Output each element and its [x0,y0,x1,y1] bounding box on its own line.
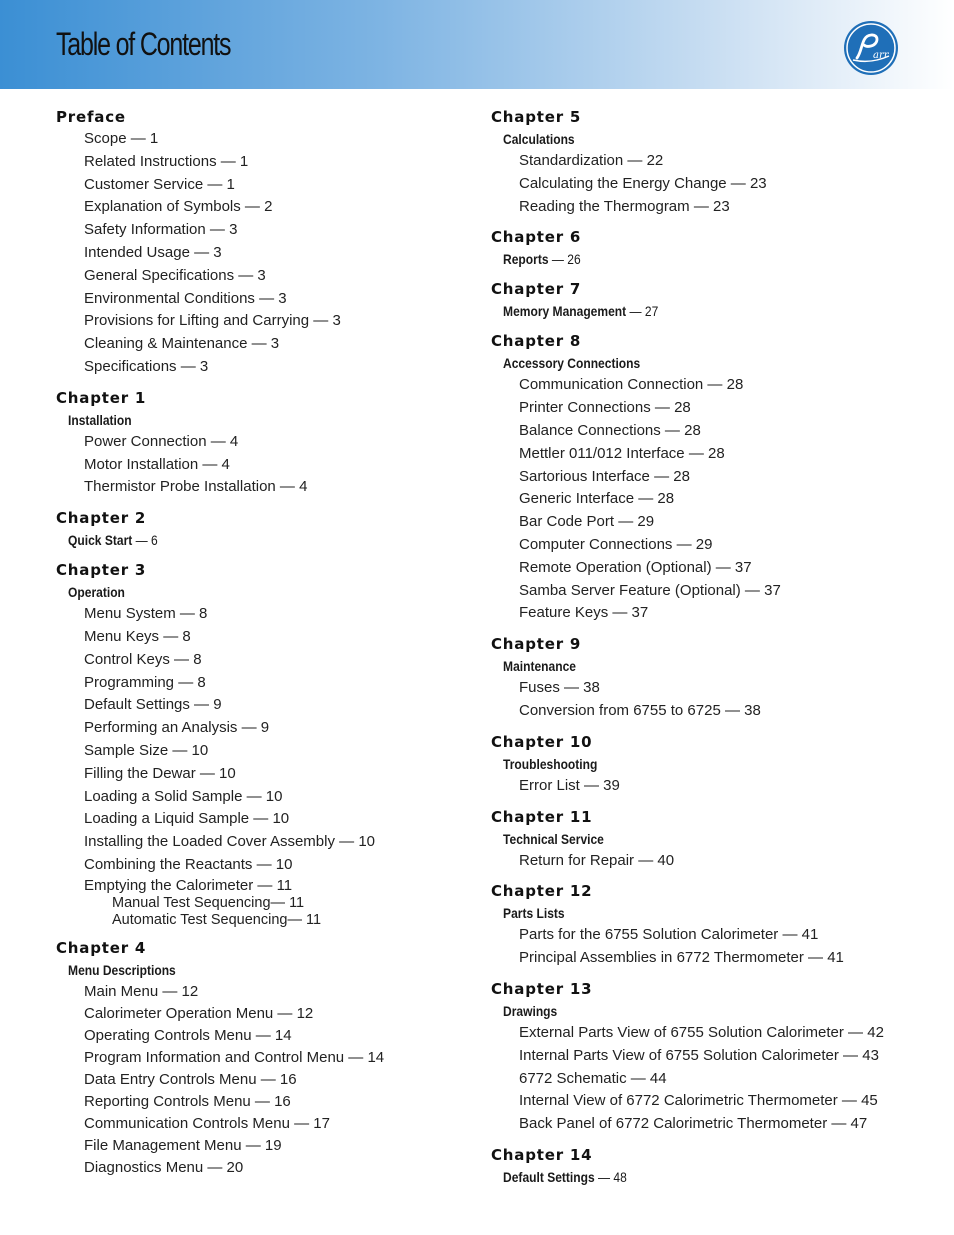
chapter-10 [491,731,931,798]
left-column [56,106,466,1179]
toc-entry[interactable]: Specifications — 3 [84,357,209,375]
chapter-title: Chapter 7 [491,280,582,299]
toc-entry[interactable]: Thermistor Probe Installation — 4 [84,478,308,496]
preface-entries [56,128,466,379]
toc-entry[interactable]: Generic Interface — 28 [519,490,675,508]
chapter-title: Chapter 5 [491,108,582,126]
chapter-12 [491,880,931,970]
chapter-9 [491,633,931,723]
toc-entry[interactable]: Diagnostics Menu — 20 [84,1158,244,1176]
toc-entry[interactable]: Internal Parts View of 6755 Solution Calorimeter — 43 [519,1046,879,1064]
toc-entry[interactable]: Related Instructions — 1 [84,152,249,170]
page-title: Table of Contents [56,26,231,62]
toc-entry[interactable]: Communication Connection — 28 [519,376,744,394]
right-column [491,106,931,1188]
chapter-title: Chapter 9 [491,635,582,654]
section-heading[interactable]: Technical Service [503,830,604,847]
toc-entry[interactable]: Sartorious Interface — 28 [519,467,690,485]
toc-entry[interactable]: Filling the Dewar — 10 [84,764,236,782]
section-page: — 48 [594,1168,627,1185]
toc-entry[interactable]: Printer Connections — 28 [519,399,691,417]
chapter-title: Chapter 6 [491,228,582,247]
toc-entry[interactable]: Environmental Conditions — 3 [84,289,287,307]
chapter-title: Chapter 13 [491,979,593,998]
toc-entry[interactable]: Standardization — 22 [519,152,664,169]
section-heading[interactable]: Accessory Connections [503,355,641,372]
chapter-6 [491,226,931,270]
chapter-title: Chapter 3 [56,561,147,580]
toc-entry[interactable]: Programming — 8 [84,673,206,691]
section-heading[interactable]: Menu Descriptions [68,961,176,978]
toc-subentry[interactable]: Manual Test Sequencing— 11 [112,894,305,911]
toc-entry[interactable]: Program Information and Control Menu — 14 [84,1048,385,1066]
toc-entry[interactable]: Reporting Controls Menu — 16 [84,1092,291,1110]
section-heading[interactable] [491,1166,869,1188]
toc-entry[interactable]: Remote Operation (Optional) — 37 [519,558,752,576]
toc-entry[interactable]: Back Panel of 6772 Calorimetric Thermometer — 47 [519,1115,868,1133]
section-heading[interactable]: Troubleshooting [503,755,598,772]
chapter-14 [491,1144,931,1188]
section-heading[interactable] [56,529,409,551]
chapter-4 [56,937,466,1179]
toc-entry[interactable]: Sample Size — 10 [84,741,209,759]
toc-entry[interactable]: Fuses — 38 [519,679,600,697]
chapter-title: Chapter 14 [491,1145,593,1164]
toc-entry[interactable]: Power Connection — 4 [84,432,239,450]
chapter-title: Chapter 12 [491,882,593,901]
section-heading[interactable]: Calculations [503,131,575,147]
section-heading[interactable]: Drawings [503,1002,558,1019]
toc-entry[interactable]: Menu Keys — 8 [84,627,191,645]
chapter-title: Chapter 2 [56,509,147,528]
section-heading[interactable]: Maintenance [503,658,576,675]
toc-entry[interactable]: Customer Service — 1 [84,175,235,193]
toc-entry[interactable]: Reading the Thermogram — 23 [519,197,730,215]
preface-section [56,106,466,379]
toc-entry[interactable]: Control Keys — 8 [84,650,202,668]
chapter-5 [491,106,931,218]
toc-entry[interactable]: Conversion from 6755 to 6725 — 38 [519,701,761,719]
chapter-title: Chapter 10 [491,732,593,751]
toc-entry[interactable]: Internal View of 6772 Calorimetric Thermometer — 45 [519,1092,878,1110]
parr-logo-icon [843,20,899,76]
toc-entry[interactable]: Main Menu — 12 [84,982,199,1000]
toc-entry[interactable]: Provisions for Lifting and Carrying — 3 [84,312,341,330]
header-banner [0,0,954,89]
chapter-7 [491,278,931,322]
toc-entry[interactable]: Installing the Loaded Cover Assembly — 10 [84,833,375,851]
toc-entry[interactable]: Emptying the Calorimeter — 11 [84,876,293,894]
chapter-title: Chapter 11 [491,807,593,826]
toc-entry[interactable]: External Parts View of 6755 Solution Calorimeter — 42 [519,1023,884,1041]
toc-entry[interactable]: Loading a Liquid Sample — 10 [84,810,290,828]
toc-entry[interactable]: Data Entry Controls Menu — 16 [84,1070,297,1088]
toc-entry[interactable]: Cleaning & Maintenance — 3 [84,335,280,353]
toc-entry[interactable]: General Specifications — 3 [84,266,266,284]
toc-entry[interactable]: Explanation of Symbols — 2 [84,198,273,216]
section-label: Default Settings [503,1168,595,1185]
preface-title: Preface [56,108,126,126]
section-page: — 6 [132,532,158,549]
toc-entry[interactable]: Default Settings — 9 [84,696,222,714]
toc-entry[interactable]: File Management Menu — 19 [84,1136,282,1154]
toc-entry[interactable]: Parts for the 6755 Solution Calorimeter — 41 [519,926,819,944]
toc-subentry[interactable]: Automatic Test Sequencing— 11 [112,911,322,928]
toc-entry[interactable]: Operating Controls Menu — 14 [84,1026,292,1044]
chapter-8 [491,330,931,625]
toc-entry[interactable]: Principal Assemblies in 6772 Thermometer — 41 [519,949,844,967]
toc-entry[interactable]: Intended Usage — 3 [84,243,222,261]
chapter-title: Chapter 1 [56,388,147,407]
section-label: Reports [503,251,549,268]
toc-entry[interactable]: Balance Connections — 28 [519,421,701,439]
toc-entry[interactable]: Bar Code Port — 29 [519,513,655,531]
chapter-3 [56,559,466,929]
toc-entry[interactable]: 6772 Schematic — 44 [519,1069,667,1087]
section-label: Quick Start [68,532,133,549]
section-heading[interactable] [491,300,869,322]
section-heading[interactable]: Parts Lists [503,905,565,922]
chapter-1 [56,387,466,499]
toc-entry[interactable]: Motor Installation — 4 [84,455,230,473]
chapter-title: Chapter 4 [56,938,147,957]
toc-entry[interactable]: Safety Information — 3 [84,221,238,239]
chapter-2 [56,507,466,551]
toc-entry[interactable]: Menu System — 8 [84,605,208,623]
toc-entry[interactable]: Communication Controls Menu — 17 [84,1114,330,1132]
section-heading[interactable]: Operation [68,584,125,601]
section-page: — 27 [626,303,659,320]
chapter-11 [491,806,931,873]
toc-entry[interactable]: Scope — 1 [84,130,159,147]
toc-entry[interactable]: Calculating the Energy Change — 23 [519,174,767,192]
section-heading[interactable]: Installation [68,411,132,428]
toc-entry[interactable]: Samba Server Feature (Optional) — 37 [519,581,781,599]
toc-entry[interactable]: Feature Keys — 37 [519,604,649,622]
toc-entry[interactable]: Loading a Solid Sample — 10 [84,787,283,805]
toc-entry[interactable]: Mettler 011/012 Interface — 28 [519,444,725,462]
toc-entry[interactable]: Return for Repair — 40 [519,851,675,869]
toc-entry[interactable]: Error List — 39 [519,776,620,794]
toc-entry[interactable]: Combining the Reactants — 10 [84,855,293,873]
section-page: — 26 [548,251,581,268]
section-heading[interactable] [491,248,869,270]
toc-entry[interactable]: Computer Connections — 29 [519,535,713,553]
chapter-13 [491,978,931,1136]
svg-text:arr: arr [873,50,889,61]
toc-entry[interactable]: Performing an Analysis — 9 [84,719,270,737]
toc-entry[interactable]: Calorimeter Operation Menu — 12 [84,1004,314,1022]
section-label: Memory Management [503,303,627,320]
chapter-title: Chapter 8 [491,332,582,351]
